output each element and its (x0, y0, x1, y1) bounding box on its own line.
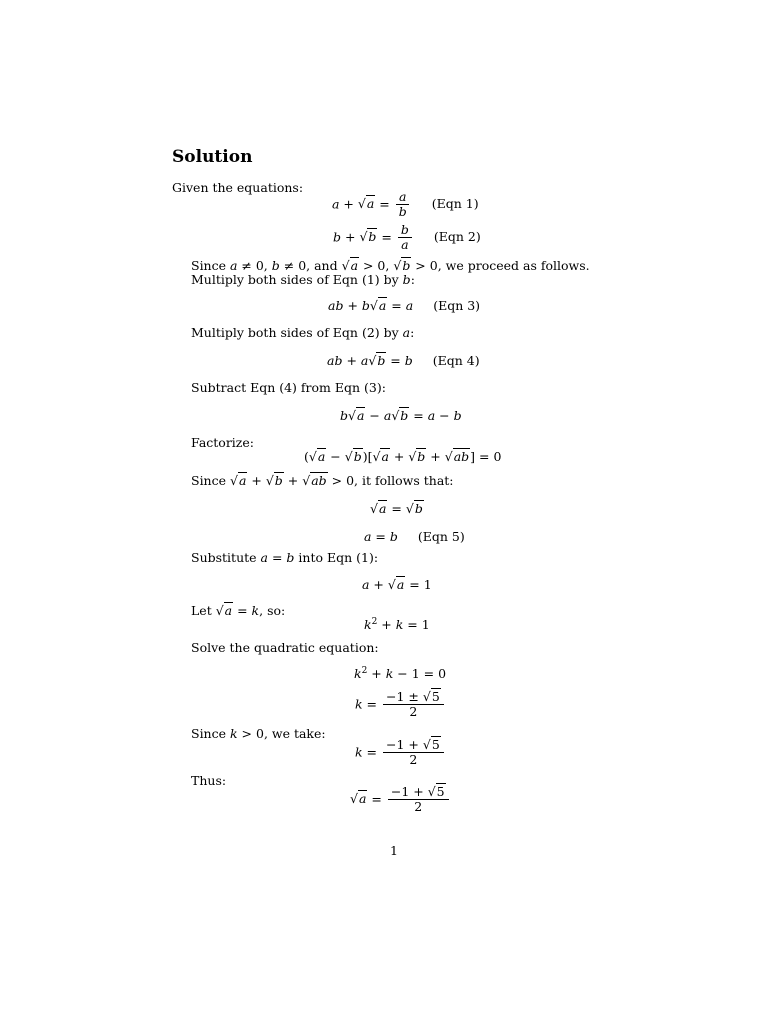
eqn5-label: (Eqn 5) (417, 529, 465, 544)
let-text: Let √a = k, so: (191, 603, 286, 618)
since-sum-post: , it follows that: (354, 473, 454, 488)
equation-4: ab + a√b = b (Eqn 4) (327, 353, 480, 368)
equation-factorized: (√a − √b)[√a + √b + √ab] = 0 (304, 449, 502, 464)
substitute-pre: Substitute (191, 550, 261, 565)
equation-2: b + √b = $\frac{b}{a}$ (Eqn 2) (333, 222, 481, 253)
since-nonzero-post: , we proceed as follows. (437, 258, 590, 273)
solve-text: Solve the quadratic equation: (191, 640, 379, 655)
eqn2-label: (Eqn 2) (433, 229, 481, 245)
substitute-post: into Eqn (1): (294, 550, 379, 565)
page-number: 1 (390, 843, 398, 858)
equation-k-squared: $k^2 + k = 1$ (364, 617, 430, 633)
eqn1-label: (Eqn 1) (431, 196, 479, 212)
let-pre: Let (191, 603, 216, 618)
since-sum-pre: Since (191, 473, 230, 488)
let-post: , so: (259, 603, 286, 618)
multiply-b-label: Multiply both sides of Eqn (1) by (191, 272, 403, 287)
substitute-text: Substitute a = b into Eqn (1): (191, 550, 379, 565)
equation-sqrt-equal: √a = √b (370, 501, 423, 516)
equation-quadratic: $k^2 + k - 1 = 0$ (354, 666, 447, 682)
multiply-a-text: Multiply both sides of Eqn (2) by a: (191, 325, 415, 340)
multiply-a-label: Multiply both sides of Eqn (2) by (191, 325, 403, 340)
equation-1: a + √a = $\frac{a}{b}$ (Eqn 1) (332, 189, 479, 220)
page-title: Solution (172, 147, 253, 167)
since-nonzero-text: Since a ≠ 0, b ≠ 0, and √a > 0, √b > 0, we proceed as follows. (191, 258, 590, 273)
since-k-pre: Since (191, 726, 230, 741)
equation-3: ab + b√a = a (Eqn 3) (328, 298, 481, 313)
equation-k-positive: k = $\frac{-1 + √5}{2}$ (355, 738, 446, 768)
equation-substituted: a + √a = 1 (362, 577, 432, 592)
factorize-text: Factorize: (191, 435, 254, 450)
equation-subtracted: b√a − a√b = a − b (340, 408, 462, 423)
since-sum-text: Since √a + √b + √ab > 0, it follows that: (191, 473, 454, 488)
eqn4-label: (Eqn 4) (432, 353, 480, 368)
since-k-text: Since k > 0, we take: (191, 726, 326, 741)
given-text: Given the equations: (172, 180, 304, 195)
subtract-text: Subtract Eqn (4) from Eqn (3): (191, 380, 386, 395)
equation-5: a = b (Eqn 5) (364, 529, 465, 544)
since-nonzero-pre: Since (191, 258, 230, 273)
thus-text: Thus: (191, 773, 227, 788)
equation-k-solutions: k = $\frac{-1 \pm √5}{2}$ (355, 690, 446, 720)
equation-final: √a = $\frac{-1 + √5}{2}$ (350, 785, 451, 815)
multiply-b-text: Multiply both sides of Eqn (1) by b: (191, 272, 415, 287)
since-k-post: , we take: (263, 726, 326, 741)
eqn3-label: (Eqn 3) (433, 298, 481, 313)
